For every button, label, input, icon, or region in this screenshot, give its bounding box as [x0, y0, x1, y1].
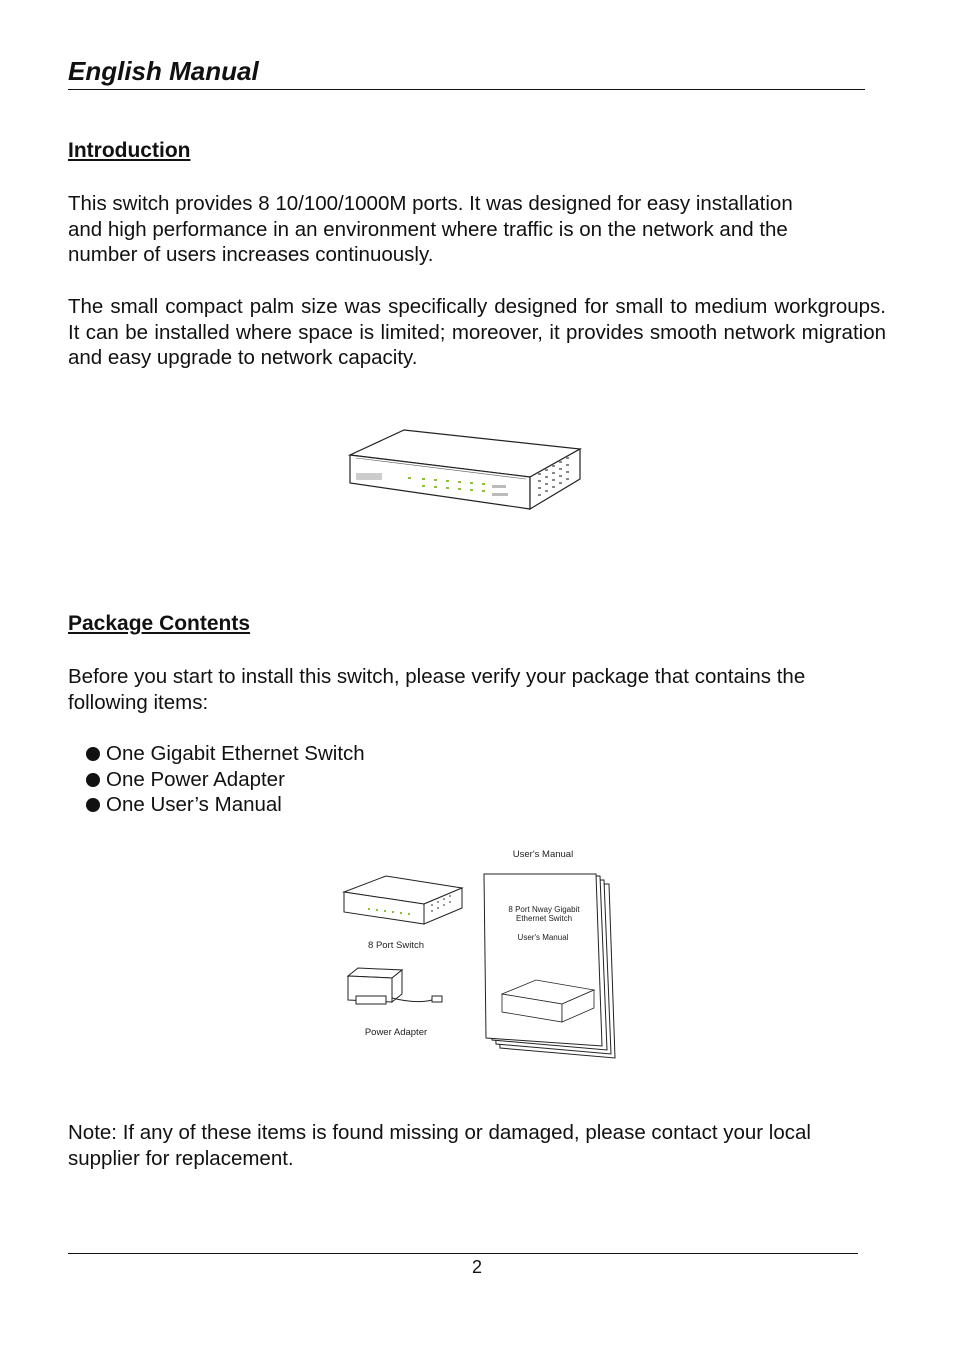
manual-caption: User's Manual [512, 849, 574, 860]
introduction-heading: Introduction [68, 139, 191, 162]
adapter-caption: Power Adapter [364, 1027, 428, 1038]
bullet-icon [86, 773, 100, 787]
header-divider [68, 89, 865, 90]
list-item-label: One Power Adapter [106, 767, 285, 791]
text-line: and high performance in an environment where traffic is on the network and the [68, 217, 788, 241]
package-contents-illustration [336, 842, 626, 1064]
text-line: number of users increases continuously. [68, 243, 434, 267]
introduction-paragraph-1 [68, 191, 886, 268]
note-paragraph [68, 1120, 886, 1171]
bullet-icon [86, 798, 100, 812]
list-item [86, 741, 365, 767]
list-item-label: One Gigabit Ethernet Switch [106, 742, 365, 765]
package-intro-paragraph [68, 664, 886, 715]
page-number: 2 [471, 1257, 482, 1277]
text-line: Note: If any of these items is found missing or damaged, please contact your local [68, 1121, 811, 1144]
text-line: Before you start to install this switch, please verify your package that contains the [68, 665, 806, 688]
list-item-label: One User’s Manual [106, 793, 282, 817]
switch-caption: 8 Port Switch [368, 940, 424, 951]
package-contents-heading: Package Contents [68, 612, 251, 635]
bullet-icon [86, 747, 100, 761]
user-manual-icon [484, 874, 615, 1058]
page-header-title: English Manual [68, 56, 259, 86]
small-switch-icon [344, 876, 462, 924]
introduction-paragraph-2: The small compact palm size was specifically designed for small to medium workgroups. It can be installed where space is limited; moreover, it provides smooth network migration and easy upgrade to network capacity. [68, 295, 886, 370]
text-line: supplier for replacement. [68, 1146, 294, 1170]
switch-illustration [346, 427, 584, 511]
list-item [86, 767, 365, 793]
manual-cover-subtitle: User's Manual [517, 933, 569, 942]
package-items-list [86, 741, 365, 818]
footer-divider [68, 1253, 858, 1254]
text-line: This switch provides 8 10/100/1000M ports. It was designed for easy installation [68, 192, 793, 215]
manual-cover-title-line-1: 8 Port Nway Gigabit [508, 905, 580, 914]
text-line: following items: [68, 690, 209, 714]
list-item [86, 792, 365, 818]
manual-cover-title-line-2: Ethernet Switch [515, 914, 573, 923]
power-adapter-icon [348, 968, 442, 1004]
